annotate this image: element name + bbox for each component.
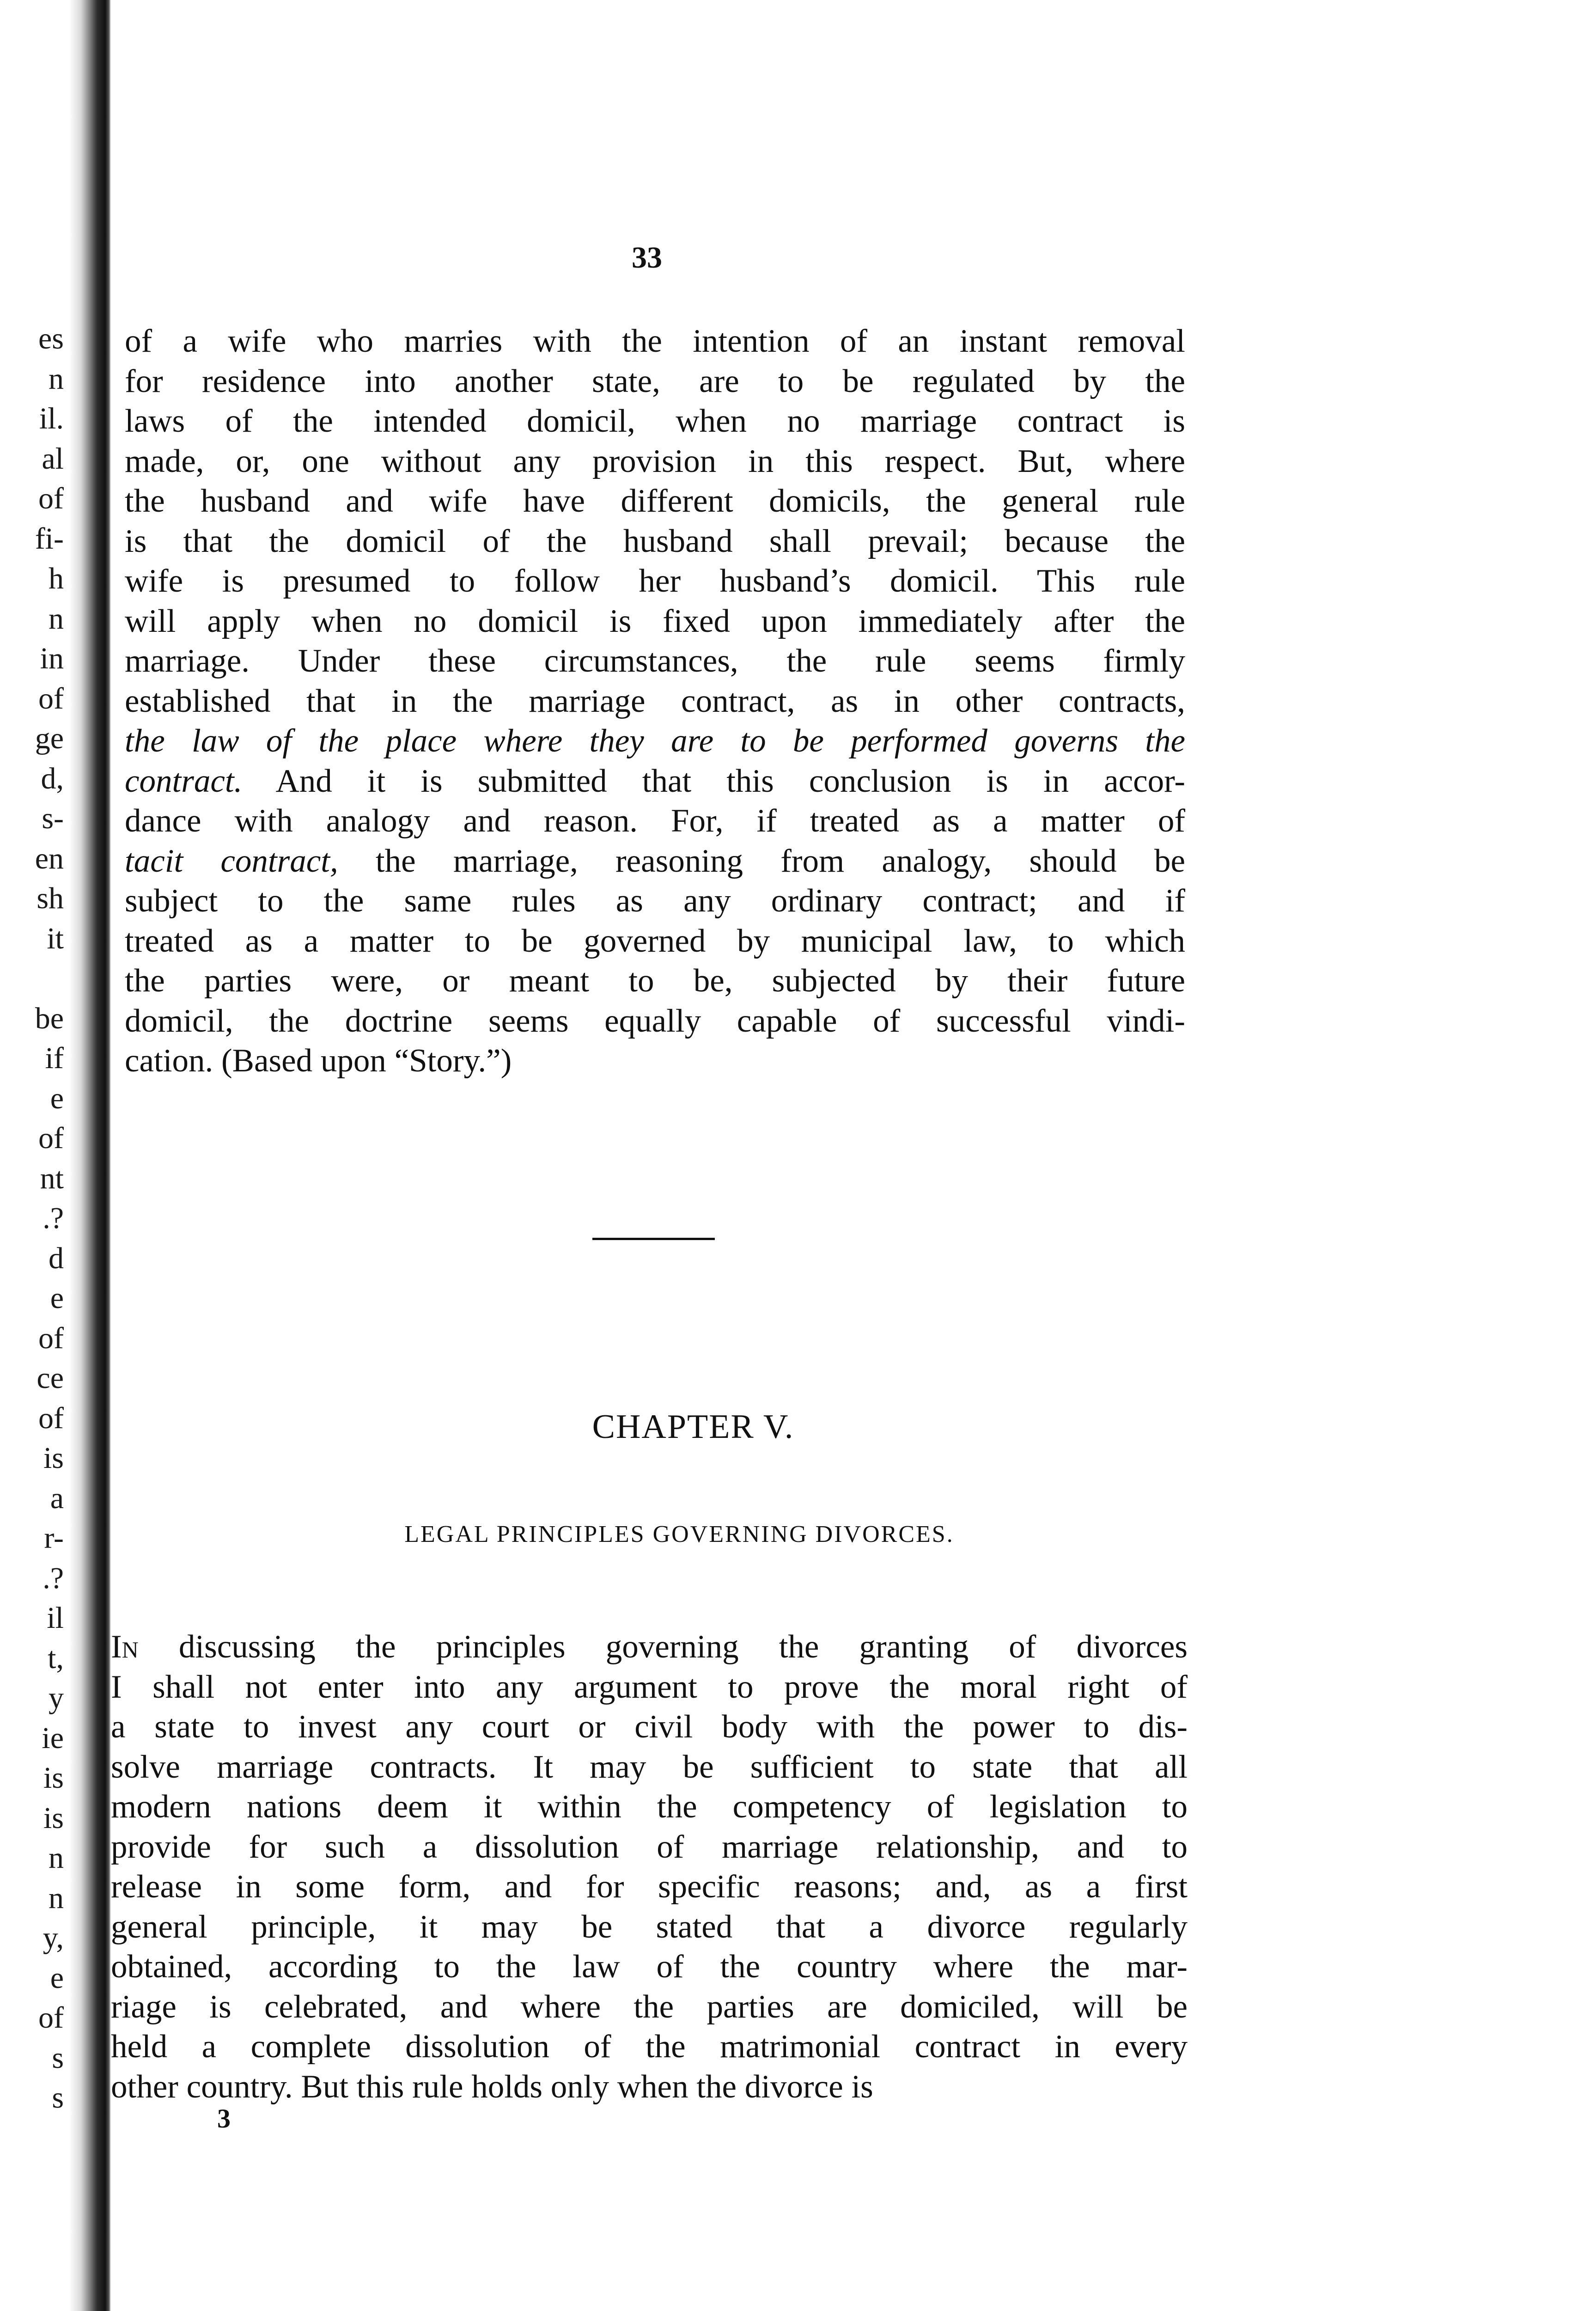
text-segment: riage is celebrated, and where the parties are domiciled, will be (111, 1988, 1188, 2025)
previous-page-fragment: sh (37, 881, 64, 915)
previous-page-fragment: n (49, 1841, 64, 1875)
chapter-title: CHAPTER V. (592, 1408, 794, 1446)
previous-page-fragment: e (50, 1961, 64, 1995)
section-divider-rule (592, 1238, 715, 1240)
previous-page-fragment: e (50, 1081, 64, 1115)
previous-page-fragment: es (38, 322, 64, 355)
text-segment: cation. (Based upon “Story.”) (125, 1043, 512, 1079)
text-segment: for residence into another state, are to be regulated by the (125, 363, 1185, 399)
previous-page-fragment: is (43, 1441, 64, 1475)
previous-page-fragment: il (47, 1601, 64, 1635)
text-segment: the marriage, reasoning from analogy, should be (338, 843, 1185, 879)
text-segment: established that in the marriage contract, as in other contracts, (125, 683, 1185, 719)
previous-page-fragment: r- (44, 1521, 64, 1555)
previous-page-fragment: of (38, 1401, 64, 1435)
text-line (111, 1627, 1188, 1667)
text-line (125, 521, 1185, 562)
text-segment: laws of the intended domicil, when no marriage contract is (125, 403, 1185, 439)
text-line (111, 1987, 1188, 2027)
previous-page-fragment: il. (39, 402, 64, 435)
previous-page-fragment: ce (37, 1361, 64, 1395)
text-segment: of a wife who marries with the intention of an instant removal (125, 323, 1185, 359)
text-segment: wife is presumed to follow her husband’s domicil. This rule (125, 563, 1185, 599)
previous-page-fragment: of (38, 482, 64, 515)
body-paragraph-domicil (125, 321, 1185, 1081)
previous-page-fragment: of (38, 1321, 64, 1355)
text-line (125, 361, 1185, 402)
previous-page-fragment: ie (42, 1721, 64, 1755)
text-segment: is that the domicil of the husband shall prevail; because the (125, 523, 1185, 559)
previous-page-fragment (4, 959, 64, 999)
italic-text: the law of the place where they are to be performed governs the (125, 723, 1185, 759)
small-caps-text: In (111, 1629, 139, 1665)
text-segment: marriage. Under these circumstances, the rule seems firmly (125, 643, 1185, 679)
text-line (125, 1001, 1185, 1041)
chapter-subtitle: LEGAL PRINCIPLES GOVERNING DIVORCES. (404, 1521, 954, 1547)
previous-page-fragment: in (40, 642, 64, 675)
previous-page-fragment: d (49, 1241, 64, 1275)
previous-page-fragment: n (49, 601, 64, 636)
previous-page-fragment: of (38, 1121, 64, 1155)
text-line (125, 681, 1185, 721)
text-segment: modern nations deem it within the competency of legislation to (111, 1789, 1188, 1825)
text-segment: solve marriage contracts. It may be sufficient to state that all (111, 1749, 1188, 1785)
text-line (125, 561, 1185, 601)
text-line (125, 721, 1185, 761)
previous-page-fragment: fi- (35, 521, 64, 556)
text-line (125, 441, 1185, 482)
previous-page-fragment: ge (35, 721, 64, 755)
text-segment: the parties were, or meant to be, subjected by their future (125, 963, 1185, 999)
text-line (111, 1827, 1188, 1867)
text-line (125, 961, 1185, 1001)
text-segment: a state to invest any court or civil body with the power to dis- (111, 1709, 1188, 1745)
text-segment: subject to the same rules as any ordinary contract; and if (125, 883, 1185, 919)
previous-page-fragment: of (38, 681, 64, 715)
text-line (125, 601, 1185, 642)
text-line (111, 1667, 1188, 1707)
text-line (111, 2067, 1188, 2107)
text-segment: treated as a matter to be governed by municipal law, to which (125, 923, 1185, 959)
text-segment: held a complete dissolution of the matrimonial contract in every (111, 2029, 1188, 2065)
text-segment: will apply when no domicil is fixed upon immediately after the (125, 603, 1185, 639)
text-line (125, 801, 1185, 841)
text-segment: made, or, one without any provision in this respect. But, where (125, 443, 1185, 479)
text-line (125, 841, 1185, 881)
text-line (111, 1907, 1188, 1947)
previous-page-fragment: if (45, 1041, 64, 1075)
previous-page-fragment: .? (43, 1561, 64, 1595)
text-line (125, 1041, 1185, 1081)
previous-page-fragment: is (43, 1761, 64, 1795)
previous-page-fragment: en (35, 841, 64, 875)
text-line (125, 481, 1185, 521)
previous-page-fragment: n (49, 1881, 64, 1915)
text-line (111, 1867, 1188, 1907)
italic-text: tacit contract, (125, 843, 338, 879)
previous-page-fragment: of (38, 2001, 64, 2035)
previous-page-fragment: n (49, 361, 64, 396)
text-line (125, 881, 1185, 921)
text-line (111, 1747, 1188, 1787)
previous-page-fragment: a (50, 1481, 64, 1515)
text-line (111, 1787, 1188, 1827)
text-segment: dance with analogy and reason. For, if treated as a matter of (125, 803, 1185, 839)
previous-page-fragments (4, 319, 64, 2118)
text-segment: And it is submitted that this conclusion is in accor- (242, 763, 1185, 799)
text-line (111, 1707, 1188, 1747)
page-number: 33 (632, 241, 662, 275)
previous-page-fragment: .? (43, 1201, 64, 1235)
text-segment: discussing the principles governing the granting of divorces (138, 1629, 1188, 1665)
previous-page-fragment: s- (42, 801, 64, 835)
text-segment: domicil, the doctrine seems equally capable of successful vindi- (125, 1003, 1185, 1039)
previous-page-fragment: e (50, 1281, 64, 1315)
previous-page-fragment: is (43, 1801, 64, 1835)
text-line (125, 761, 1185, 801)
text-segment: provide for such a dissolution of marriage relationship, and to (111, 1828, 1188, 1865)
previous-page-fragment: t, (48, 1641, 64, 1675)
text-line (125, 641, 1185, 681)
text-line (125, 401, 1185, 441)
signature-mark: 3 (217, 2103, 231, 2134)
previous-page-fragment: y, (43, 1921, 64, 1955)
previous-page-fragment: be (35, 1001, 64, 1035)
previous-page-fragment: d, (41, 761, 64, 795)
previous-page-fragment: h (49, 562, 64, 595)
text-line (125, 921, 1185, 961)
previous-page-fragment: s (52, 2041, 64, 2075)
previous-page-fragment: s (52, 2081, 64, 2115)
text-line (111, 2027, 1188, 2067)
text-line (125, 321, 1185, 361)
previous-page-fragment: it (47, 921, 64, 955)
text-segment: I shall not enter into any argument to prove the moral right of (111, 1669, 1188, 1705)
italic-text: contract. (125, 763, 243, 799)
body-paragraph-divorces (111, 1627, 1188, 2107)
previous-page-fragment: nt (40, 1161, 64, 1195)
previous-page-fragment: y (49, 1681, 64, 1715)
text-segment: release in some form, and for specific reasons; and, as a first (111, 1869, 1188, 1905)
text-line (111, 1947, 1188, 1987)
text-segment: other country. But this rule holds only when the divorce is (111, 2068, 873, 2105)
text-segment: obtained, according to the law of the country where the mar- (111, 1949, 1188, 1985)
text-segment: general principle, it may be stated that a divorce regularly (111, 1908, 1188, 1945)
previous-page-fragment: al (42, 441, 64, 476)
text-segment: the husband and wife have different domicils, the general rule (125, 483, 1185, 519)
